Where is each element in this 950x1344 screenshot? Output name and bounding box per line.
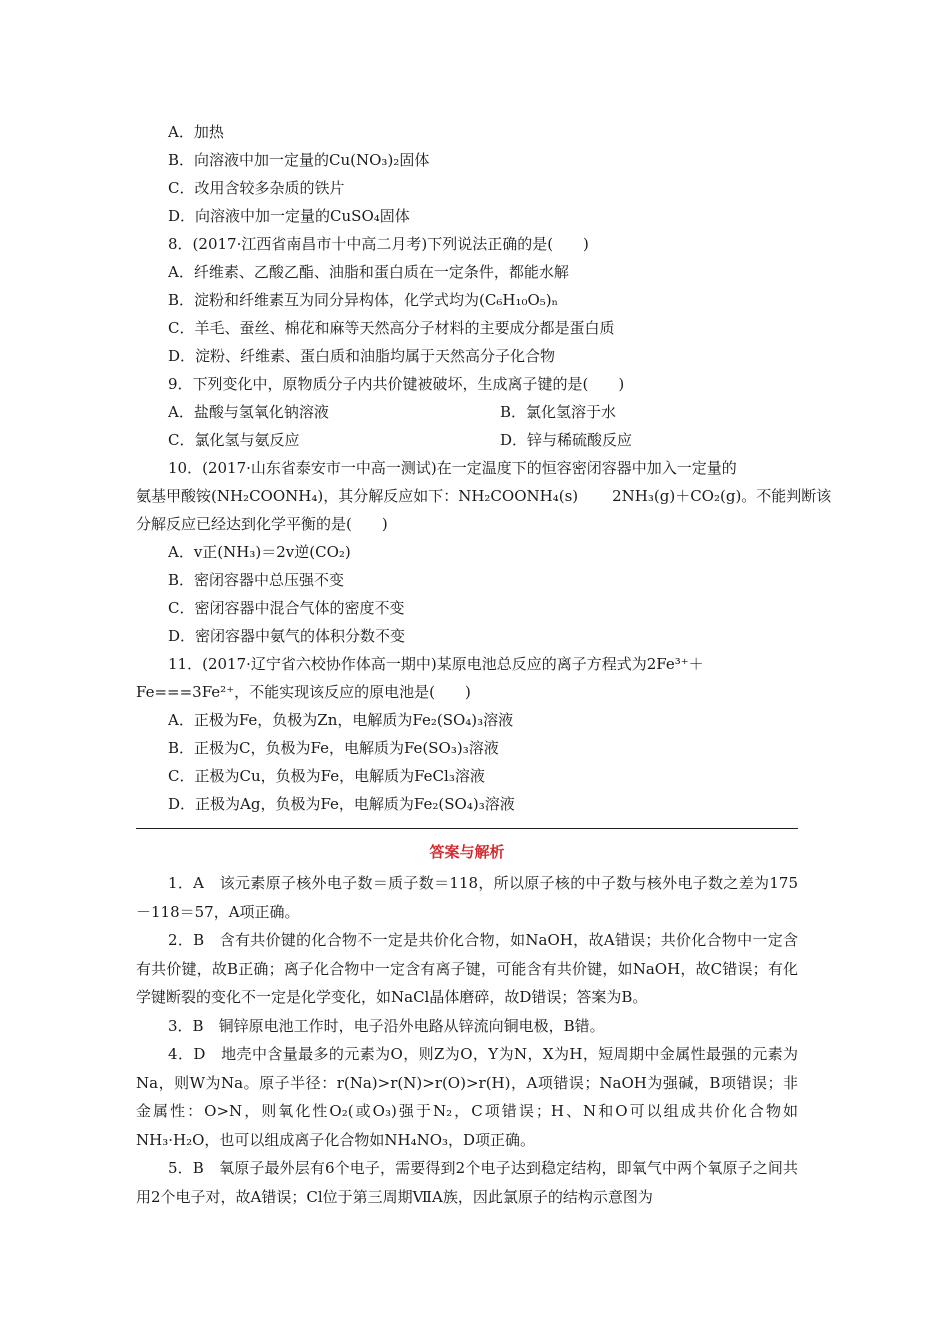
q10-option-d: D．密闭容器中氨气的体积分数不变 [168,627,406,645]
q9-option-c: C．氯化氢与氨反应 [168,431,300,449]
q10-option-c: C．密闭容器中混合气体的密度不变 [168,599,405,617]
q10-stem-line-3: 分解反应已经达到化学平衡的是( ) [136,515,388,533]
q8-option-d: D．淀粉、纤维素、蛋白质和油脂均属于天然高分子化合物 [168,347,556,365]
section-divider [136,828,798,829]
q10-stem-line-1: 10．(2017·山东省泰安市一中高一测试)在一定温度下的恒容密闭容器中加入一定量的 [168,459,737,477]
q9-option-a: A．盐酸与氢氧化钠溶液 [168,403,329,421]
document-content [136,118,832,1211]
answer-3: 3．B 铜锌原电池工作时，电子沿外电路从锌流向铜电极，B错。 [168,1016,605,1035]
q11-option-b: B．正极为C，负极为Fe，电解质为Fe(SO₃)₃溶液 [168,739,499,757]
q10-stem-line-2-part-2: 2NH₃(g)＋CO₂(g)。不能判断该 [612,487,832,505]
q8-option-c: C．羊毛、蚕丝、棉花和麻等天然高分子材料的主要成分都是蛋白质 [168,319,615,337]
q9-stem: 9．下列变化中，原物质分子内共价键被破坏，生成离子键的是( ) [168,375,625,393]
q11-stem-line-1: 11．(2017·辽宁省六校协作体高一期中)某原电池总反应的离子方程式为2Fe³⁺＋ [168,655,704,673]
q7-option-a: A．加热 [168,123,224,141]
q8-option-b: B．淀粉和纤维素互为同分异构体，化学式均为(C₆H₁₀O₅)ₙ [168,291,559,309]
answer-5: 5．B 氧原子最外层有6个电子，需要得到2个电子达到稳定结构，即氧气中两个氧原子之间共用2个电子对，故A错误；Cl位于第三周期ⅦA族，因此氯原子的结构示意图为 [136,1159,798,1206]
answers-heading: 答案与解析 [429,843,505,861]
q11-option-c: C．正极为Cu，负极为Fe，电解质为FeCl₃溶液 [168,767,485,785]
q9-options-row-2 [136,426,798,454]
q11-option-d: D．正极为Ag，负极为Fe，电解质为Fe₂(SO₄)₃溶液 [168,795,515,813]
q9-option-d: D．锌与稀硫酸反应 [500,431,633,449]
q7-option-d: D．向溶液中加一定量的CuSO₄固体 [168,207,410,225]
answer-4: 4．D 地壳中含量最多的元素为O，则Z为O，Y为N，X为H，短周期中金属性最强的元素为Na，则W为Na。原子半径：r(Na)>r(N)>r(O)>r(H)，A项错误；NaOH为强碱，B项错误；非金属性：O>N，则氧化性O₂(或O₃)强于N₂，C项错误；H、N和O可以组成共价化合物如NH₃·H₂O，也可以组成离子化合物如NH₄NO₃，D项正确。 [136,1045,798,1149]
q9-option-b: B．氯化氢溶于水 [500,403,617,421]
q10-stem-line-2 [136,482,832,510]
q11-stem-line-2: Fe===3Fe²⁺，不能实现该反应的原电池是( ) [136,683,471,701]
q9-options-row-1 [136,398,798,426]
q7-option-b: B．向溶液中加一定量的Cu(NO₃)₂固体 [168,151,430,169]
answer-2: 2．B 含有共价键的化合物不一定是共价化合物，如NaOH，故A错误；共价化合物中一定含有共价键，故B正确；离子化合物中一定含有离子键，可能含有共价键，如NaOH，故C错误；有化学键断裂的变化不一定是化学变化，如NaCl晶体磨碎，故D错误；答案为B。 [136,931,798,1006]
q10-option-b: B．密闭容器中总压强不变 [168,571,345,589]
q8-stem: 8．(2017·江西省南昌市十中高二月考)下列说法正确的是( ) [168,235,589,253]
q11-option-a: A．正极为Fe，负极为Zn，电解质为Fe₂(SO₄)₃溶液 [168,711,514,729]
q8-option-a: A．纤维素、乙酸乙酯、油脂和蛋白质在一定条件，都能水解 [168,263,569,281]
q7-option-c: C．改用含较多杂质的铁片 [168,179,345,197]
answer-1: 1．A 该元素原子核外电子数＝质子数＝118，所以原子核的中子数与核外电子数之差为175－118＝57，A项正确。 [136,874,798,921]
q10-stem-line-2-part-1: 氨基甲酸铵(NH₂COONH₄)，其分解反应如下：NH₂COONH₄(s) [136,487,579,505]
q10-option-a: A．v正(NH₃)＝2v逆(CO₂) [168,543,351,561]
